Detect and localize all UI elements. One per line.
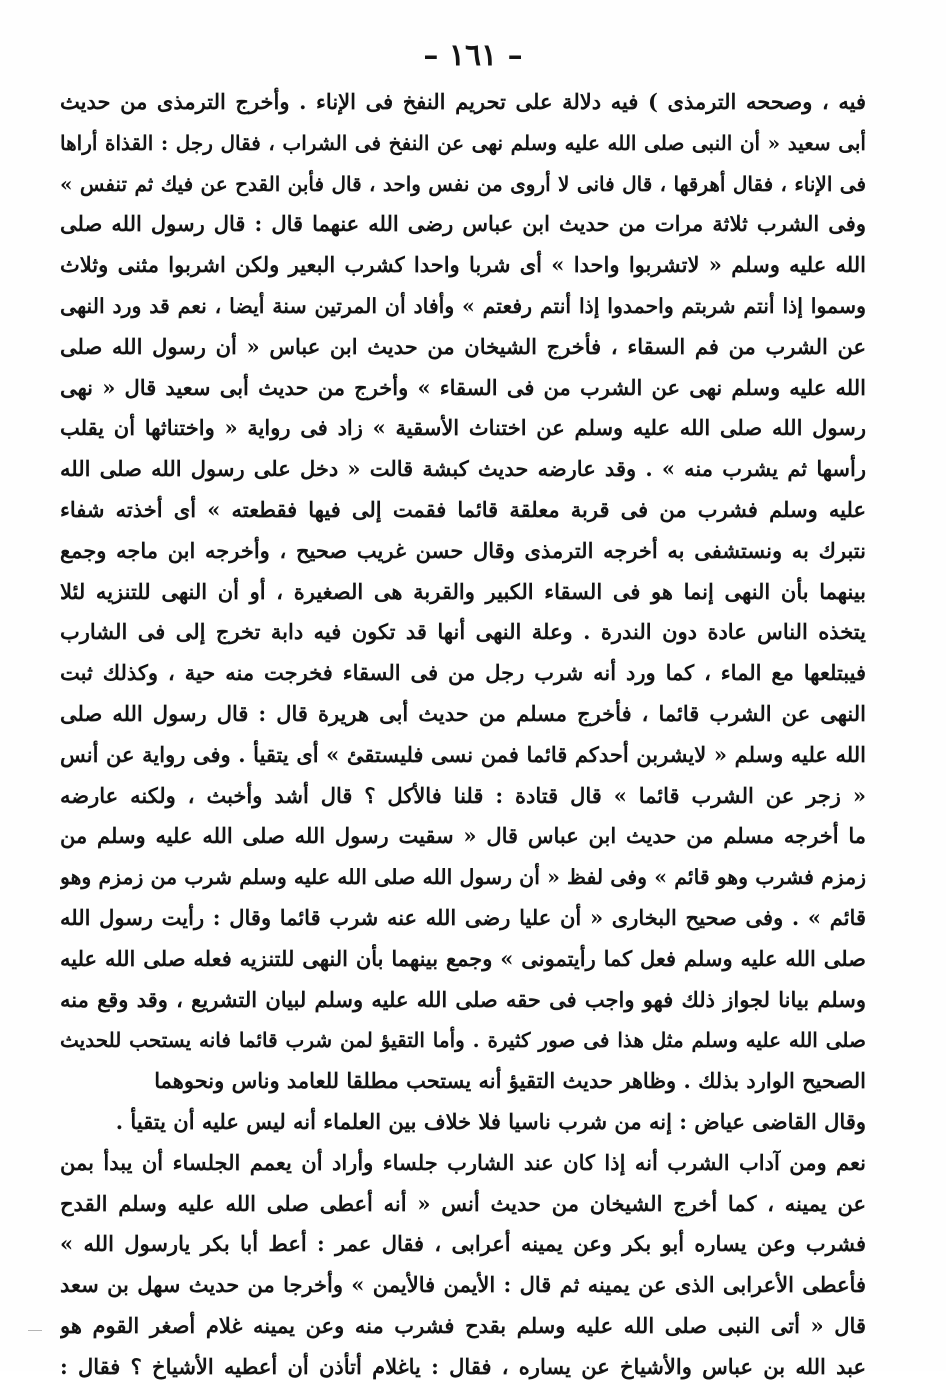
text-line: « زجر عن الشرب قائما » قال قتادة : قلنا فالأكل ؟ قال أشد وأخبث ، ولكنه عارضه: [60, 782, 866, 808]
text-line: النهى عن الشرب قائما ، فأخرج مسلم من حديث أبى هريرة قال : قال رسول الله صلى: [60, 700, 866, 726]
text-line: يتخذه الناس عادة دون الندرة . وعلة النهى أنها قد تكون فيه دابة تخرج إلى فى الشارب: [60, 619, 866, 645]
text-line: نتبرك به ونستشفى به أخرجه الترمذى وقال حسن غريب صحيح ، وأخرجه ابن ماجه وجمع: [60, 537, 866, 563]
text-line: عبد الله بن عباس والأشياخ عن يساره ، فقال : ياغلام أتأذن أن أعطيه الأشياخ ؟ فقال :: [60, 1353, 866, 1379]
text-line: الله عليه وسلم « لاتشربوا واحدا » أى شربا واحدا كشرب البعير ولكن اشربوا مثنى وثلاث: [60, 252, 866, 278]
text-line: صلى الله عليه وسلم مثل هذا فى صور كثيرة . وأما التقيؤ لمن شرب قائما فانه يستحب للحديث: [60, 1028, 866, 1053]
text-line: رأسها ثم يشرب منه » . وقد عارضه حديث كبشة قالت « دخل على رسول الله صلى الله: [60, 456, 866, 482]
text-line: فيبتلعها مع الماء ، كما ورد أنه شرب رجل من فى السقاء فخرجت منه حية ، وكذلك ثبت: [60, 660, 866, 686]
text-line: وسلم بيانا لجواز ذلك فهو واجب فى حقه صلى الله عليه وسلم لبيان التشريع ، وقد وقع منه: [60, 986, 866, 1012]
text-line: قائم » . وفى صحيح البخارى « أن عليا رضى الله عنه شرب قائما وقال : رأيت رسول الله: [60, 904, 866, 930]
text-line: الصحيح الوارد بذلك . وظاهر حديث التقيؤ أنه يستحب مطلقا للعامد وناس ونحوهما: [154, 1068, 866, 1094]
text-line: نعم ومن آداب الشرب أنه إذا كان عند الشارب جلساء وأراد أن يعمم الجلساء أن يبدأ بمن: [60, 1149, 866, 1175]
body-text: [60, 82, 866, 1388]
text-line: أبى سعيد « أن النبى صلى الله عليه وسلم نهى عن النفخ فى الشراب ، فقال رجل : القذاة أراها: [60, 130, 866, 155]
text-line: عليه وسلم فشرب من فى قربة معلقة قائما فقمت إلى فيها فقطعته » أى أخذته شفاء: [60, 496, 866, 522]
text-line: فى الإناء ، فقال أهرقها ، قال فانى لا أروى من نفس واحد ، قال فأبن القدح عن فيك ثم تنفس »: [60, 171, 866, 196]
text-line: عن الشرب من فم السقاء ، فأخرج الشيخان من حديث ابن عباس « أن رسول الله صلى: [60, 333, 866, 359]
scan-mark: [28, 1330, 42, 1331]
text-line: عن يمينه ، كما أخرج الشيخان من حديث أنس « أنه أعطى صلى الله عليه وسلم القدح: [60, 1190, 866, 1216]
text-line: فأعطى الأعرابى الذى عن يمينه ثم قال : الأيمن فالأيمن » وأخرجا من حديث سهل بن سعد: [60, 1272, 866, 1298]
text-line: صلى الله عليه وسلم فعل كما رأيتمونى » وجمع بينهما بأن النهى للتنزيه فعله صلى الله عليه: [60, 945, 866, 971]
text-line: فيه ، وصححه الترمذى ) فيه دلالة على تحريم النفخ فى الإناء . وأخرج الترمذى من حديث: [60, 89, 866, 114]
text-line: رسول الله صلى الله عليه وسلم عن اختناث الأسقية » زاد فى رواية « واختناثها أن يقلب: [60, 415, 866, 441]
text-line: فشرب وعن يساره أبو بكر وعن يمينه أعرابى ، فقال عمر : أعط أبا بكر يارسول الله »: [60, 1231, 866, 1257]
text-line: الله عليه وسلم « لايشربن أحدكم قائما فمن نسى فليستقئ » أى يتقيأ . وفى رواية عن أنس: [60, 741, 866, 767]
text-line: وقال القاضى عياض : إنه من شرب ناسيا فلا خلاف بين العلماء أنه ليس عليه أن يتقيأ .: [115, 1108, 866, 1134]
text-line: الله عليه وسلم نهى عن الشرب من فى السقاء » وأخرج من حديث أبى سعيد قال « نهى: [60, 374, 866, 400]
page-number: – ١٦١ –: [423, 38, 523, 73]
text-line: زمزم فشرب وهو قائم » وفى لفظ « أن رسول الله صلى الله عليه وسلم شرب من زمزم وهو: [60, 865, 866, 890]
text-line: ما أخرجه مسلم من حديث ابن عباس قال « سقيت رسول الله صلى الله عليه وسلم من: [60, 823, 866, 849]
text-line: بينهما بأن النهى إنما هو فى السقاء الكبير والقربة هى الصغيرة ، أو أن النهى للتنزيه لئلا: [60, 578, 866, 604]
text-line: قال « أتى النبى صلى الله عليه وسلم بقدح فشرب منه وعن يمينه غلام أصغر القوم هو: [60, 1312, 866, 1338]
text-line: وفى الشرب ثلاثة مرات من حديث ابن عباس رضى الله عنهما قال : قال رسول الله صلى: [60, 211, 866, 237]
text-line: وسموا إذا أنتم شربتم واحمدوا إذا أنتم رفعتم » وأفاد أن المرتين سنة أيضا ، نعم قد ورد النهى: [60, 293, 866, 318]
